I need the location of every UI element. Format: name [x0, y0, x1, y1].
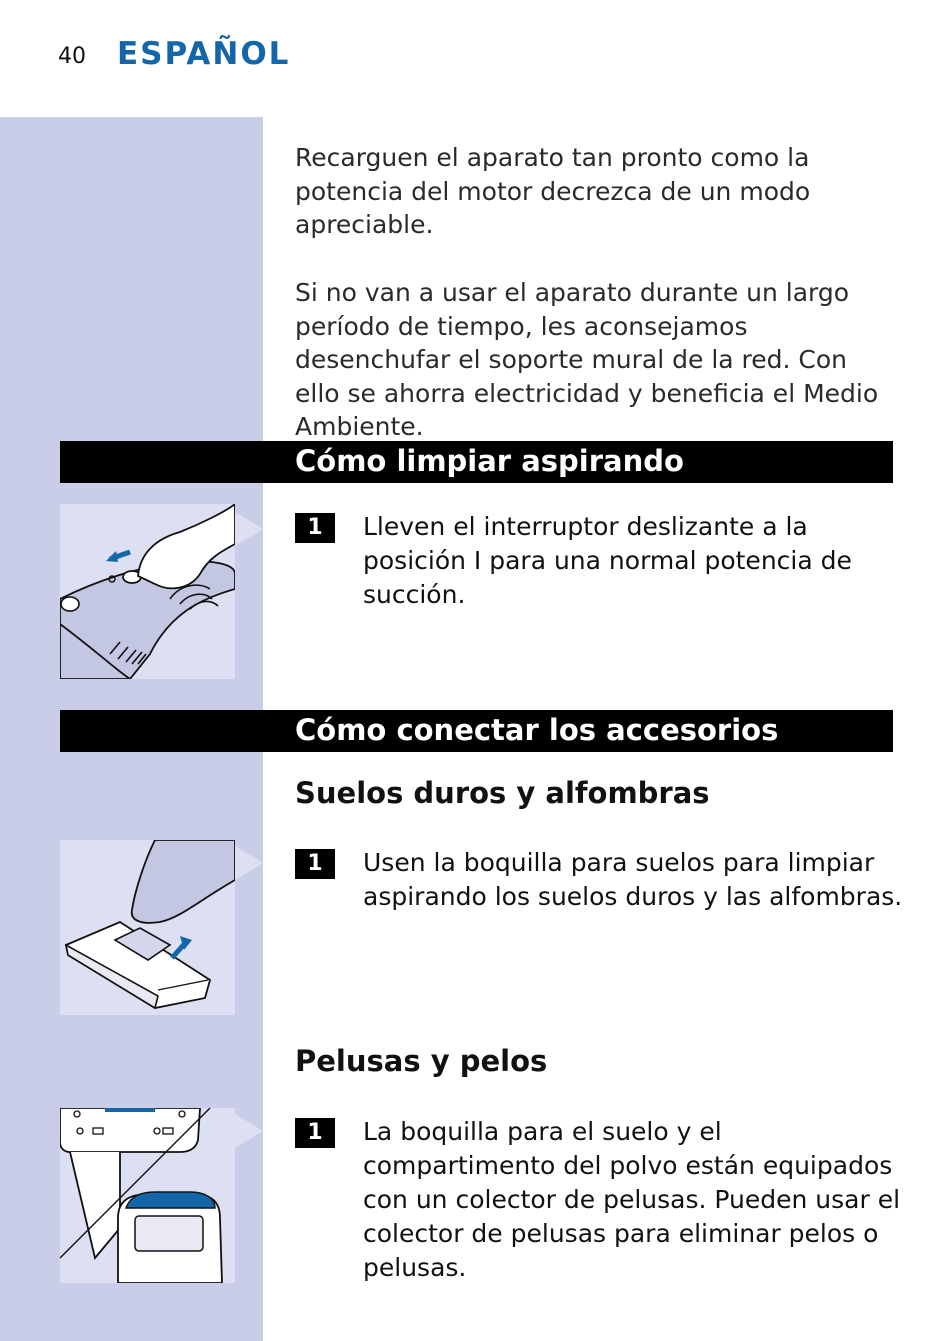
step-text-cleaning: Lleven el interruptor deslizante a la posición I para una normal potencia de succión.: [363, 512, 852, 609]
intro-paragraph-2: Si no van a usar el aparato durante un largo período de tiempo, les aconsejamos desenchufar el soporte mural de la red. Con ello se ahorra electricidad y beneficia el Medio Ambiente.: [295, 278, 879, 441]
hand-switch-illustration: [60, 504, 235, 679]
step-text-floors: Usen la boquilla para suelos para limpiar aspirando los suelos duros y las alfombras.: [363, 848, 903, 911]
floor-nozzle-drawing: [60, 840, 235, 1015]
arrow-icon: [106, 551, 118, 562]
section-title-cleaning: Cómo limpiar aspirando: [295, 444, 684, 478]
section-bar-accessories: [60, 710, 893, 752]
subheading-floors: Suelos duros y alfombras: [295, 776, 710, 810]
step-number-box: 1: [295, 1118, 335, 1148]
step-text-lint: La boquilla para el suelo y el compartimento del polvo están equipados con un colector de pelusas. Pueden usar el colector de pelusas para eliminar pelos o pelusas.: [363, 1117, 901, 1282]
lint-picker-illustration: [60, 1108, 235, 1283]
hand-switch-drawing: [60, 504, 235, 679]
callout-pointer: [235, 846, 263, 880]
section-bar-cleaning: [60, 441, 893, 483]
section-title-accessories: Cómo conectar los accesorios: [295, 713, 779, 747]
step-number-box: 1: [295, 849, 335, 879]
intro-paragraph-1: Recarguen el aparato tan pronto como la potencia del motor decrezca de un modo apreciable.: [295, 143, 811, 239]
floor-nozzle-illustration: [60, 840, 235, 1015]
language-heading: ESPAÑOL: [117, 36, 291, 72]
subheading-lint: Pelusas y pelos: [295, 1044, 548, 1078]
callout-pointer: [235, 512, 263, 546]
page-number: 40: [58, 44, 86, 69]
lint-picker-drawing: [60, 1108, 235, 1283]
callout-pointer: [235, 1114, 263, 1148]
step-number-box: 1: [295, 513, 335, 543]
